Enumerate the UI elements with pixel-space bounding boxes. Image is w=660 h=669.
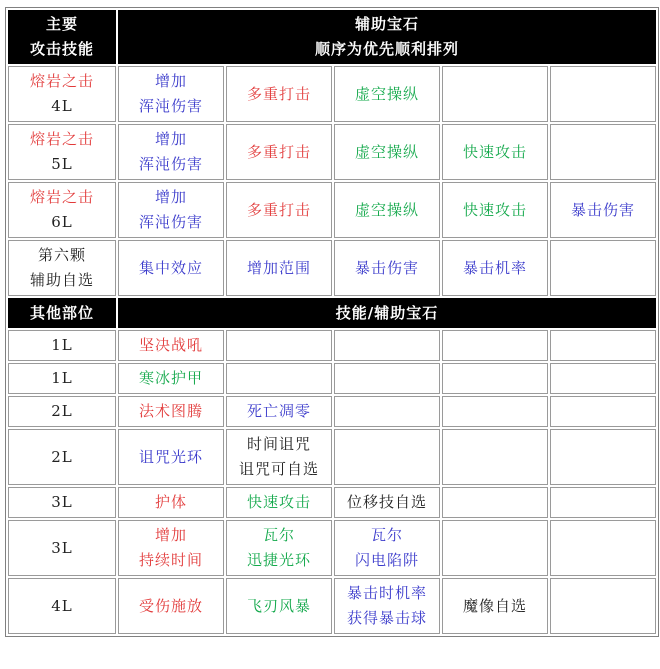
cell-text: 其他部位 <box>29 303 94 322</box>
cell-text: 时间诅咒 <box>246 435 311 453</box>
cell-text: 位移技自选 <box>346 493 427 511</box>
cell-text: 坚决战吼 <box>138 336 203 354</box>
skill-gem-cell <box>118 363 224 394</box>
support-gem-cell <box>226 182 332 238</box>
skill-gem-cell <box>334 487 440 518</box>
skill-gem-cell <box>550 487 656 518</box>
header-other-slot <box>8 298 116 328</box>
main-skill-cell <box>8 182 116 238</box>
cell-text: 增加 <box>154 130 187 148</box>
cell-text: 浑沌伤害 <box>138 213 203 231</box>
cell-text: 暴击时机率 <box>346 584 427 602</box>
skill-gem-cell <box>118 487 224 518</box>
skill-gem-cell <box>550 578 656 634</box>
skill-gem-cell <box>550 396 656 427</box>
skill-gem-cell <box>334 330 440 361</box>
skill-gem-cell <box>442 363 548 394</box>
support-gem-cell <box>550 240 656 296</box>
skill-gem-cell <box>118 429 224 485</box>
skill-gem-cell <box>442 429 548 485</box>
cell-text: 3L <box>51 538 73 557</box>
skill-gem-cell <box>442 487 548 518</box>
cell-text: 浑沌伤害 <box>138 97 203 115</box>
table-row <box>8 240 656 296</box>
support-gem-cell <box>226 66 332 122</box>
header-main-skill <box>8 10 116 64</box>
skill-gem-cell <box>226 429 332 485</box>
cell-text: 技能/辅助宝石 <box>335 303 439 322</box>
cell-text: 浑沌伤害 <box>138 155 203 173</box>
skill-gem-cell <box>118 520 224 576</box>
cell-text: 2L <box>51 402 73 420</box>
cell-text: 5L <box>51 155 73 173</box>
link-count-cell <box>8 330 116 361</box>
table-row <box>8 330 656 361</box>
skill-gem-cell <box>550 363 656 394</box>
link-count-cell <box>8 487 116 518</box>
link-count-cell <box>8 363 116 394</box>
table-row <box>8 124 656 180</box>
support-gem-cell <box>550 182 656 238</box>
cell-text: 死亡凋零 <box>246 402 311 420</box>
cell-text: 诅咒可自选 <box>238 460 319 478</box>
gem-link-table <box>5 7 659 637</box>
main-skill-cell <box>8 240 116 296</box>
skill-gem-cell <box>334 363 440 394</box>
table-row <box>8 66 656 122</box>
cell-text: 熔岩之击 <box>29 130 94 148</box>
skill-gem-cell <box>118 396 224 427</box>
cell-text: 多重打击 <box>246 84 311 103</box>
cell-text: 第六颗 <box>37 246 86 264</box>
main-skill-cell <box>8 66 116 122</box>
cell-text: 增加 <box>154 526 187 544</box>
skill-gem-cell <box>118 578 224 634</box>
skill-gem-cell <box>226 520 332 576</box>
cell-text: 暴击伤害 <box>571 200 636 219</box>
skill-gem-cell <box>334 429 440 485</box>
skill-gem-cell <box>118 330 224 361</box>
skill-gem-cell <box>442 330 548 361</box>
header-row-main <box>8 10 656 64</box>
link-count-cell <box>8 429 116 485</box>
skill-gem-cell <box>334 520 440 576</box>
table-row <box>8 182 656 238</box>
cell-text: 法术图腾 <box>138 402 203 420</box>
cell-text: 受伤施放 <box>138 596 203 615</box>
cell-text: 攻击技能 <box>29 40 94 58</box>
table-row <box>8 396 656 427</box>
cell-text: 3L <box>51 493 73 511</box>
header-row-other <box>8 298 656 328</box>
cell-text: 瓦尔 <box>262 526 295 544</box>
support-gem-cell <box>442 240 548 296</box>
cell-text: 辅助宝石 <box>355 15 420 33</box>
cell-text: 2L <box>51 447 73 466</box>
support-gem-cell <box>334 124 440 180</box>
support-gem-cell <box>550 66 656 122</box>
cell-text: 主要 <box>45 15 78 33</box>
link-count-cell <box>8 396 116 427</box>
cell-text: 护体 <box>154 493 187 511</box>
cell-text: 暴击机率 <box>462 258 527 277</box>
cell-text: 魔像自选 <box>462 596 527 615</box>
support-gem-cell <box>118 66 224 122</box>
cell-text: 虚空操纵 <box>354 200 419 219</box>
table-row <box>8 429 656 485</box>
link-count-cell <box>8 578 116 634</box>
skill-gem-cell <box>550 429 656 485</box>
cell-text: 诅咒光环 <box>138 447 203 466</box>
support-gem-cell <box>226 124 332 180</box>
skill-gem-cell <box>550 520 656 576</box>
cell-text: 1L <box>51 369 73 387</box>
cell-text: 熔岩之击 <box>29 188 94 206</box>
support-gem-cell <box>442 182 548 238</box>
skill-gem-cell <box>442 520 548 576</box>
table-row <box>8 363 656 394</box>
cell-text: 4L <box>51 596 73 615</box>
cell-text: 顺序为优先顺利排列 <box>315 40 460 58</box>
header-skill-gems <box>118 298 656 328</box>
table-row <box>8 578 656 634</box>
support-gem-cell <box>334 182 440 238</box>
cell-text: 增加范围 <box>246 258 311 277</box>
cell-text: 寒冰护甲 <box>138 369 203 387</box>
cell-text: 快速攻击 <box>462 142 527 161</box>
main-skill-cell <box>8 124 116 180</box>
skill-gem-cell <box>226 396 332 427</box>
cell-text: 迅捷光环 <box>246 551 311 569</box>
support-gem-cell <box>226 240 332 296</box>
header-support-gems <box>118 10 656 64</box>
cell-text: 虚空操纵 <box>354 84 419 103</box>
support-gem-cell <box>442 66 548 122</box>
cell-text: 快速攻击 <box>462 200 527 219</box>
cell-text: 6L <box>51 213 73 231</box>
support-gem-cell <box>334 66 440 122</box>
skill-gem-cell <box>334 396 440 427</box>
skill-gem-cell <box>442 396 548 427</box>
link-count-cell <box>8 520 116 576</box>
cell-text: 瓦尔 <box>370 526 403 544</box>
support-gem-cell <box>442 124 548 180</box>
skill-gem-cell <box>226 363 332 394</box>
cell-text: 闪电陷阱 <box>354 551 419 569</box>
cell-text: 获得暴击球 <box>346 609 427 627</box>
cell-text: 熔岩之击 <box>29 72 94 90</box>
skill-gem-cell <box>442 578 548 634</box>
cell-text: 多重打击 <box>246 142 311 161</box>
cell-text: 虚空操纵 <box>354 142 419 161</box>
cell-text: 快速攻击 <box>246 493 311 511</box>
skill-gem-cell <box>226 487 332 518</box>
support-gem-cell <box>118 124 224 180</box>
support-gem-cell <box>550 124 656 180</box>
skill-gem-cell <box>226 578 332 634</box>
table-row <box>8 487 656 518</box>
table-row <box>8 520 656 576</box>
cell-text: 辅助自选 <box>29 271 94 289</box>
skill-gem-cell <box>226 330 332 361</box>
support-gem-cell <box>334 240 440 296</box>
cell-text: 飞刃风暴 <box>246 596 311 615</box>
cell-text: 1L <box>51 336 73 354</box>
cell-text: 持续时间 <box>138 551 203 569</box>
skill-gem-cell <box>550 330 656 361</box>
cell-text: 增加 <box>154 188 187 206</box>
cell-text: 4L <box>51 97 73 115</box>
support-gem-cell <box>118 240 224 296</box>
cell-text: 暴击伤害 <box>354 258 419 277</box>
cell-text: 集中效应 <box>138 258 203 277</box>
cell-text: 多重打击 <box>246 200 311 219</box>
skill-gem-cell <box>334 578 440 634</box>
cell-text: 增加 <box>154 72 187 90</box>
support-gem-cell <box>118 182 224 238</box>
